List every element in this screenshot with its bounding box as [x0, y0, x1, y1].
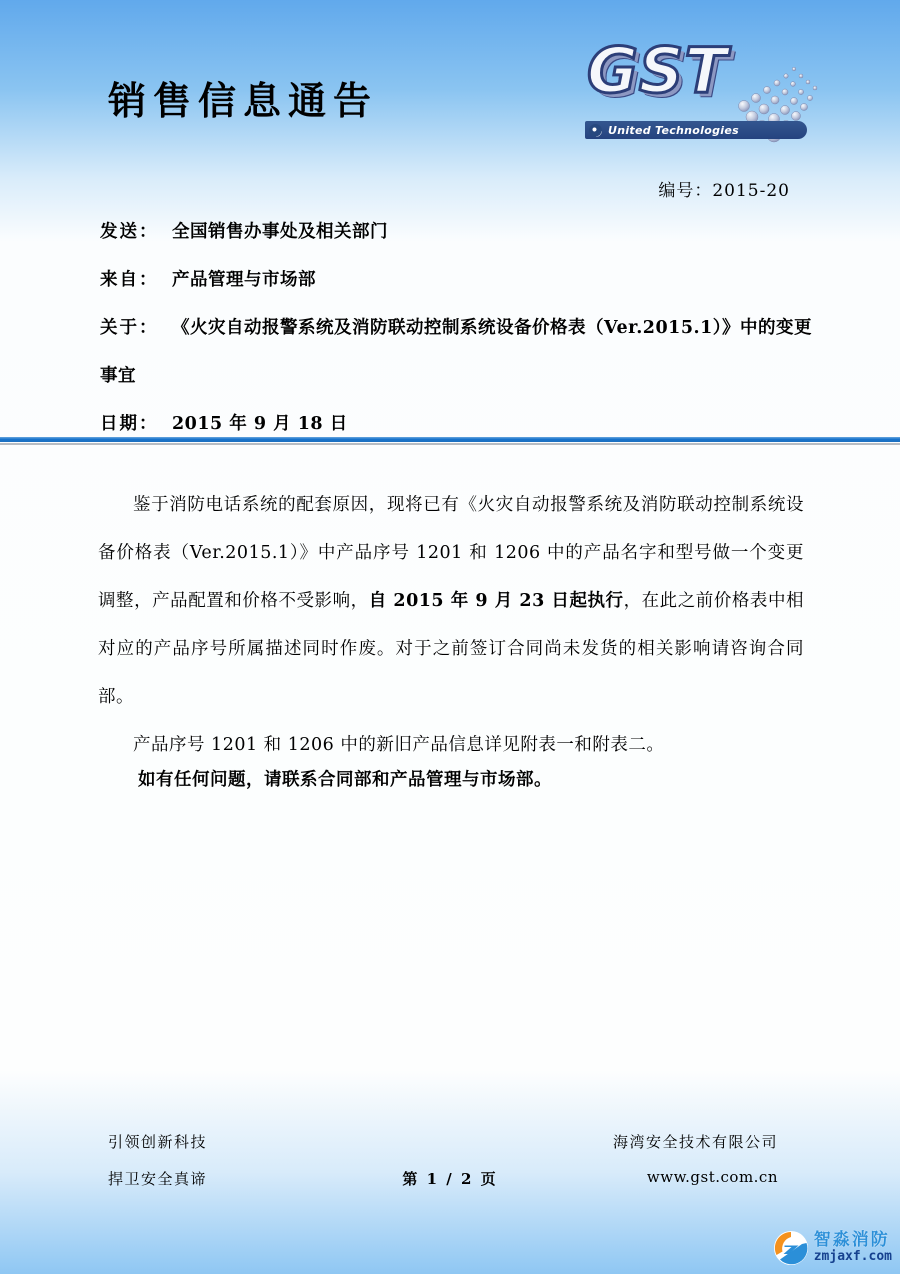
field-label: 发送： — [100, 221, 159, 242]
watermark-name: 智淼消防 — [813, 1230, 890, 1251]
watermark-logo-icon — [773, 1230, 809, 1266]
watermark-site: zmjaxf.com — [813, 1249, 892, 1265]
field-label: 日期： — [100, 413, 159, 434]
header-divider — [0, 437, 900, 445]
p1-segment-3: ，在此之前价格表中相对应的产品序号所属描述同时作废。对于之前签订合同尚未发货的相关影响请咨询合同部。 — [98, 591, 805, 707]
meta-fields — [100, 206, 813, 446]
paragraph-1 — [98, 481, 804, 721]
footer-slogan-line1: 引领创新科技 — [108, 1133, 208, 1151]
field-value: 《火灾自动报警系统及消防联动控制系统设备价格表（Ver.2015.1）》中的变更 — [172, 317, 813, 338]
closing-paragraph: 如有任何问题，请联系合同部和产品管理与市场部。 — [138, 770, 552, 790]
watermark-text — [814, 1232, 892, 1263]
field-label: 关于： — [100, 317, 159, 338]
watermark-badge — [773, 1230, 892, 1266]
field-value: 产品管理与市场部 — [172, 269, 316, 290]
footer-slogan-line2: 捍卫安全真谛 — [108, 1170, 208, 1188]
field-value: 2015 年 9 月 18 日 — [172, 413, 348, 434]
field-label: 来自： — [100, 269, 159, 290]
page-title: 销售信息通告 — [108, 78, 379, 123]
united-technologies-label: United Technologies — [608, 123, 739, 137]
footer-company-name: 海湾安全技术有限公司 — [612, 1133, 778, 1151]
doc-number-label: 编号： — [658, 181, 713, 201]
field-value: 全国销售办事处及相关部门 — [172, 221, 388, 242]
body-text — [98, 481, 804, 769]
field-row-to — [100, 206, 806, 254]
divider-blue-line — [0, 437, 900, 442]
utc-gear-icon — [589, 124, 602, 137]
united-technologies-bar — [585, 121, 807, 139]
p1-segment-2-bold: 自 2015 年 9 月 23 日起执行 — [368, 591, 624, 611]
gst-logo — [585, 34, 809, 142]
field-row-subject — [100, 302, 813, 350]
field-row-from — [100, 254, 806, 302]
gst-logo-text: GST — [587, 34, 728, 107]
p1-segment-1: 鉴于消防电话系统的配套原因，现将已有《火灾自动报警系统及消防联动控制系统设备价格表（Ver.2015.1）》中产品序号 1201 和 1206 中的产品名字和型号做一个变更调整，产品配置和价格不受影响， — [98, 495, 804, 611]
divider-gray-line — [0, 443, 900, 445]
doc-number-value: 2015-20 — [712, 181, 790, 201]
footer-website: www.gst.com.cn — [646, 1168, 778, 1186]
field-row-subject-cont — [100, 350, 806, 398]
doc-number — [658, 176, 790, 201]
footer-page-number: 第 1 / 2 页 — [402, 1170, 498, 1188]
field-value: 事宜 — [100, 365, 136, 386]
paragraph-2: 产品序号 1201 和 1206 中的新旧产品信息详见附表一和附表二。 — [133, 735, 665, 755]
